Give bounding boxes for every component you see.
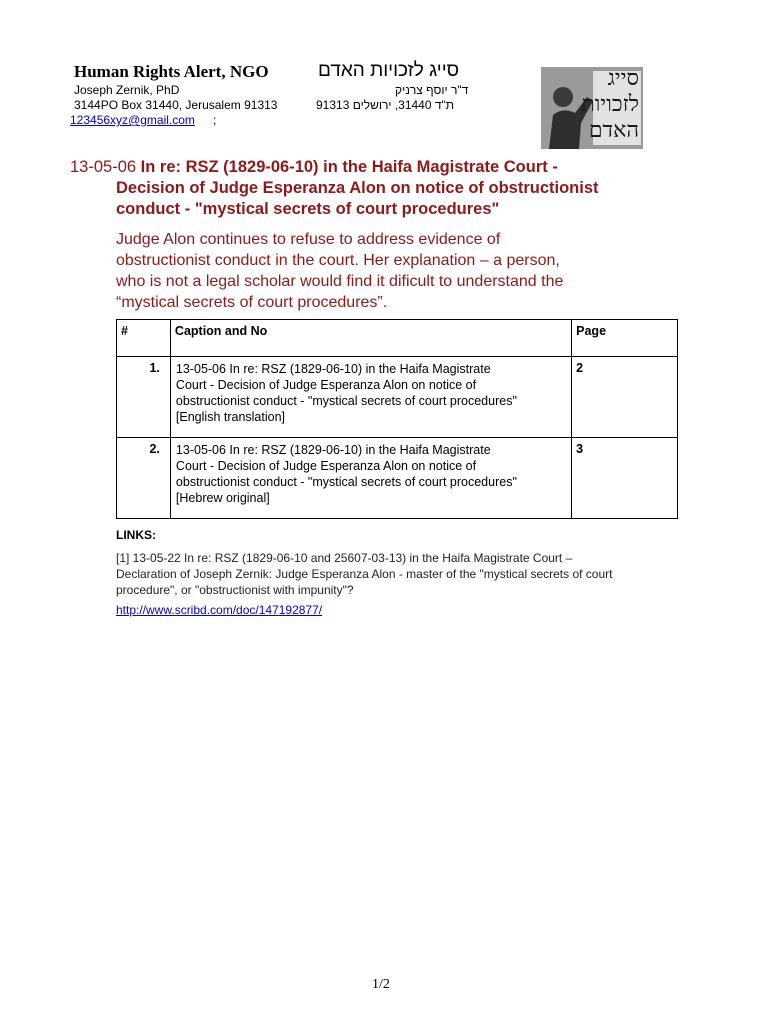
logo-text-line-1: סייג	[607, 67, 639, 91]
email-separator: ;	[213, 113, 217, 127]
caption-line: obstructionist conduct - "mystical secrets of court procedures"	[175, 475, 517, 489]
row-caption	[170, 357, 571, 438]
row-number: 2.	[117, 438, 171, 519]
reference-entry	[116, 550, 676, 598]
column-header-caption: Caption and No	[170, 320, 571, 357]
row-page: 3	[572, 438, 678, 519]
reference-url-link[interactable]: http://www.scribd.com/doc/147192877/	[116, 603, 323, 617]
caption-line: [Hebrew original]	[175, 491, 270, 505]
author-name-english: Joseph Zernik, PhD	[74, 83, 180, 97]
heading-title-line-2: Decision of Judge Esperanza Alon on notice of obstructionist	[116, 179, 599, 197]
logo-text-line-2: לזכויות	[581, 92, 639, 117]
document-heading	[70, 157, 670, 220]
table-header-row	[117, 320, 678, 357]
column-header-page: Page	[572, 320, 678, 357]
table-row	[117, 357, 678, 438]
caption-line: [English translation]	[175, 410, 286, 424]
caption-line: Court - Decision of Judge Esperanza Alon on notice of	[175, 378, 477, 392]
address-english: 3144PO Box 31440, Jerusalem 91313	[74, 98, 278, 112]
caption-line: 13-05-06 In re: RSZ (1829-06-10) in the Haifa Magistrate	[175, 443, 491, 457]
contents-table	[116, 319, 678, 519]
row-caption	[170, 438, 571, 519]
logo-text-line-3: האדם	[588, 118, 639, 143]
org-name-english: Human Rights Alert, NGO	[74, 62, 269, 81]
org-logo	[541, 67, 643, 149]
caption-line: Court - Decision of Judge Esperanza Alon on notice of	[175, 459, 477, 473]
author-name-hebrew: ד"ר יוסף צרניק	[395, 83, 469, 97]
reference-line-2: Declaration of Joseph Zernik: Judge Esperanza Alon - master of the "mystical secrets of court	[116, 567, 613, 581]
caption-line: 13-05-06 In re: RSZ (1829-06-10) in the Haifa Magistrate	[175, 362, 491, 376]
email-link[interactable]: 123456xyz@gmail.com	[70, 113, 195, 127]
page-number: 1/2	[372, 977, 390, 992]
intro-line-1: Judge Alon continues to refuse to address evidence of	[116, 231, 501, 248]
org-name-hebrew: סייג לזכויות האדם	[318, 60, 460, 81]
intro-line-3: who is not a legal scholar would find it dificult to understand the	[116, 273, 564, 290]
intro-line-2: obstructionist conduct in the court. Her explanation – a person,	[116, 252, 560, 269]
heading-date: 13-05-06	[70, 158, 137, 176]
table-row	[117, 438, 678, 519]
reference-line-3: procedure", or "obstructionist with impunity"?	[116, 583, 354, 597]
reference-line-1: [1] 13-05-22 In re: RSZ (1829-06-10 and 25607-03-13) in the Haifa Magistrate Court –	[116, 551, 573, 565]
address-hebrew: ת"ד 31440, ירושלים 91313	[316, 98, 455, 112]
intro-paragraph	[116, 229, 676, 313]
caption-line: obstructionist conduct - "mystical secrets of court procedures"	[175, 394, 517, 408]
column-header-number: #	[117, 320, 171, 357]
intro-line-4: “mystical secrets of court procedures”.	[116, 294, 388, 311]
links-heading: LINKS:	[116, 528, 156, 542]
heading-title-line-3: conduct - "mystical secrets of court procedures"	[116, 200, 500, 218]
row-number: 1.	[117, 357, 171, 438]
heading-title-line-1: In re: RSZ (1829-06-10) in the Haifa Magistrate Court -	[140, 158, 558, 176]
row-page: 2	[572, 357, 678, 438]
